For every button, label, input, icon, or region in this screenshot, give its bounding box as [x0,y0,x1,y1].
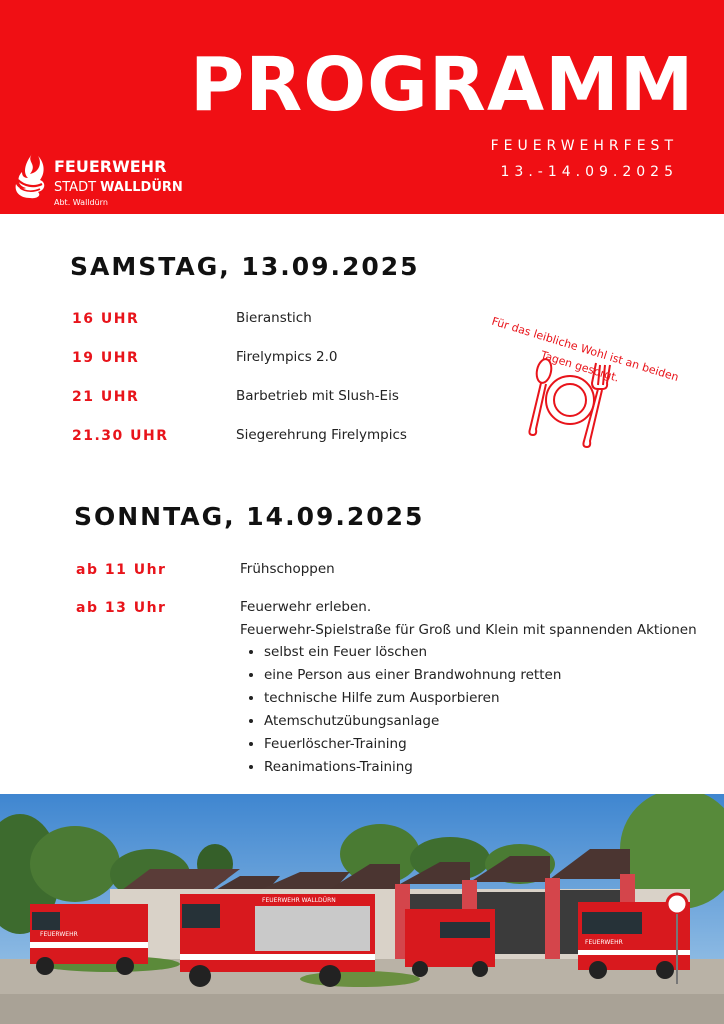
saturday-event-1: Bieranstich [236,310,312,326]
event-dates: 13.-14.09.2025 [500,164,678,180]
list-item: • Feuerlöscher-Training [264,734,561,757]
catering-note: Für das leibliche Wohl ist an beiden Tagen gesorgt. [490,314,681,385]
saturday-heading: SAMSTAG, 13.09.2025 [70,252,420,281]
logo-line-3: Abt. Walldürn [54,198,108,207]
truck-3-label: FEUERWEHR [585,939,623,946]
event-name: FEUERWEHRFEST [490,138,678,154]
saturday-time-3: 21 UHR [72,389,140,405]
sunday-event-2: Feuerwehr erleben. [240,599,372,615]
sunday-time-2: ab 13 Uhr [76,600,167,616]
sunday-event-1: Frühschoppen [240,561,335,577]
plate-cutlery-icon [522,355,622,450]
activity-list [246,642,561,780]
list-item: • selbst ein Feuer löschen [264,642,561,665]
truck-1-label: FEUERWEHR [40,931,78,938]
saturday-event-2: Firelympics 2.0 [236,349,338,365]
saturday-time-1: 16 UHR [72,311,140,327]
list-item: • technische Hilfe zum Ausporbieren [264,688,561,711]
sunday-event-2-description: Feuerwehr-Spielstraße für Groß und Klein mit spannenden Aktionen [240,622,697,638]
fire-brigade-logo [12,150,182,210]
saturday-event-4: Siegerehrung Firelympics [236,427,407,443]
fire-salamander-icon [12,152,48,200]
saturday-time-2: 19 UHR [72,350,140,366]
page-title: PROGRAMM [190,42,695,128]
logo-line-2: STADT WALLDÜRN [54,180,183,195]
saturday-event-3: Barbetrieb mit Slush-Eis [236,388,399,404]
list-item: • Reanimations-Training [264,757,561,780]
list-item: • eine Person aus einer Brandwohnung retten [264,665,561,688]
logo-line-1: FEUERWEHR [54,157,167,176]
fire-station-photo [0,794,724,1024]
sunday-heading: SONNTAG, 14.09.2025 [74,502,425,531]
saturday-time-4: 21.30 UHR [72,428,169,444]
list-item: • Atemschutzübungsanlage [264,711,561,734]
truck-2-label: FEUERWEHR WALLDÜRN [262,897,336,904]
header-banner [0,0,724,214]
sunday-time-1: ab 11 Uhr [76,562,167,578]
